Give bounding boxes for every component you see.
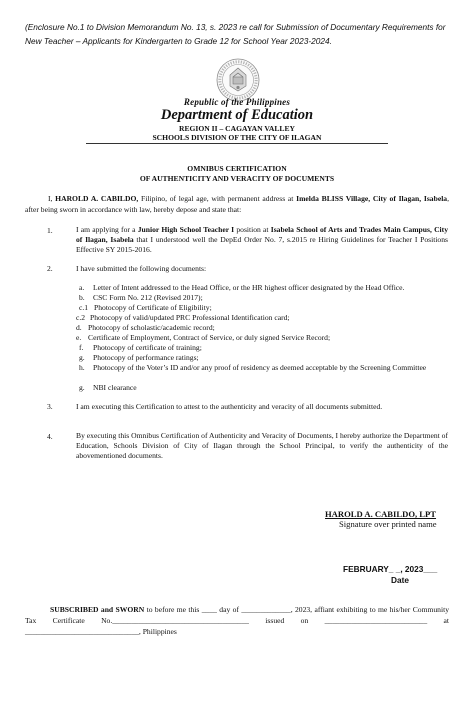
signatory-name: HAROLD A. CABILDO, LPT bbox=[325, 509, 437, 519]
document-item: Letter of Intent addressed to the Head Office, or the HR highest officer designated by the Head Office. bbox=[93, 283, 405, 292]
affiant-address: Imelda BLISS Village, City of Ilagan, Isabela bbox=[296, 194, 448, 203]
document-item: NBI clearance bbox=[93, 383, 137, 392]
position-title: Junior High School Teacher I bbox=[137, 225, 235, 234]
document-mark: f. bbox=[79, 343, 84, 352]
intro-mid: Filipino, of legal age, with permanent address at bbox=[138, 194, 297, 203]
document-item: Photocopy of scholastic/academic record; bbox=[88, 323, 215, 332]
affiant-name: HAROLD A. CABILDO, bbox=[55, 194, 139, 203]
date-field: FEBRUARY_ _, 2023___ bbox=[343, 564, 438, 574]
certification-subtitle: OF AUTHENTICITY AND VERACITY OF DOCUMENTS bbox=[139, 174, 335, 183]
deped-seal-icon bbox=[216, 58, 260, 102]
jurat-paragraph bbox=[25, 604, 449, 637]
intro-pre: I, bbox=[48, 194, 56, 203]
date-label: Date bbox=[391, 575, 409, 585]
document-item: Photocopy of the Voter’s ID and/or any proof of residency as deemed acceptable by the Screening Committee bbox=[93, 363, 427, 372]
intro-paragraph bbox=[25, 193, 449, 215]
enclosure-note: (Enclosure No.1 to Division Memorandum No. 13, s. 2023 re call for Submission of Documentary Requirements for New Teacher – Applicants for Kindergarten to Grade 12 for School Year 2023-2024. bbox=[25, 22, 446, 46]
republic-line: Republic of the Philippines bbox=[183, 97, 291, 107]
item-number: 3. bbox=[47, 402, 53, 411]
item-number: 4. bbox=[47, 432, 53, 441]
document-mark: b. bbox=[79, 293, 85, 302]
document-mark: g. bbox=[79, 383, 85, 392]
document-mark: h. bbox=[79, 363, 85, 372]
item-4-text: By executing this Omnibus Certification of Authenticity and Veracity of Documents, I hereby authorize the Department of Education, Schools Division of City of Ilagan through the School Principal, to verify the authenticity of the abovementioned documents. bbox=[76, 431, 448, 461]
item-number: 1. bbox=[47, 226, 53, 235]
item-number: 2. bbox=[47, 264, 53, 273]
division-line: SCHOOLS DIVISION OF THE CITY OF ILAGAN bbox=[152, 133, 322, 142]
item-1-text bbox=[76, 225, 448, 256]
region-line: REGION II – CAGAYAN VALLEY bbox=[178, 124, 296, 133]
document-item: Photocopy of performance ratings; bbox=[93, 353, 199, 362]
jurat-text: to before me this ____ day of _____________, 2023, affiant exhibiting to me his/her Community Tax Certificate No.____________________________________ issued on ___________________________ at ______________________________, Philippines bbox=[25, 605, 449, 636]
intro-post: , after being sworn in accordance with law, hereby depose and state that: bbox=[25, 194, 450, 214]
document-mark: e. bbox=[76, 333, 82, 342]
department-name: Department of Education bbox=[160, 107, 314, 123]
document-mark: d. bbox=[76, 323, 82, 332]
document-mark: c.2 bbox=[76, 313, 86, 322]
item-1-mid: position at bbox=[234, 225, 271, 234]
item-3-text: I am executing this Certification to attest to the authenticity and veracity of all documents submitted. bbox=[76, 402, 383, 411]
document-mark: c.1 bbox=[79, 303, 89, 312]
header-divider bbox=[86, 143, 388, 144]
item-1-post: that I understood well the DepEd Order No. 7, s.2015 re Hiring Guidelines for Teacher I Positions Effective SY 2015-2016. bbox=[76, 235, 448, 255]
item-1-pre: I am applying for a bbox=[76, 225, 138, 234]
document-item: Photocopy of Certificate of Eligibility; bbox=[94, 303, 212, 312]
document-item: Photocopy of valid/updated PRC Professional Identification card; bbox=[90, 313, 290, 322]
document-item: Certificate of Employment, Contract of Service, or duly signed Service Record; bbox=[88, 333, 331, 342]
jurat-lead: SUBSCRIBED and SWORN bbox=[50, 605, 145, 614]
certification-title: OMNIBUS CERTIFICATION bbox=[187, 164, 287, 173]
document-item: CSC Form No. 212 (Revised 2017); bbox=[93, 293, 203, 302]
signature-label: Signature over printed name bbox=[339, 519, 437, 529]
school-name: Isabela School of Arts and Trades Main Campus, City of Ilagan, Isabela bbox=[76, 225, 448, 245]
document-item: Photocopy of certificate of training; bbox=[93, 343, 202, 352]
item-2-text: I have submitted the following documents: bbox=[76, 264, 207, 273]
document-mark: g. bbox=[79, 353, 85, 362]
document-mark: a. bbox=[79, 283, 85, 292]
